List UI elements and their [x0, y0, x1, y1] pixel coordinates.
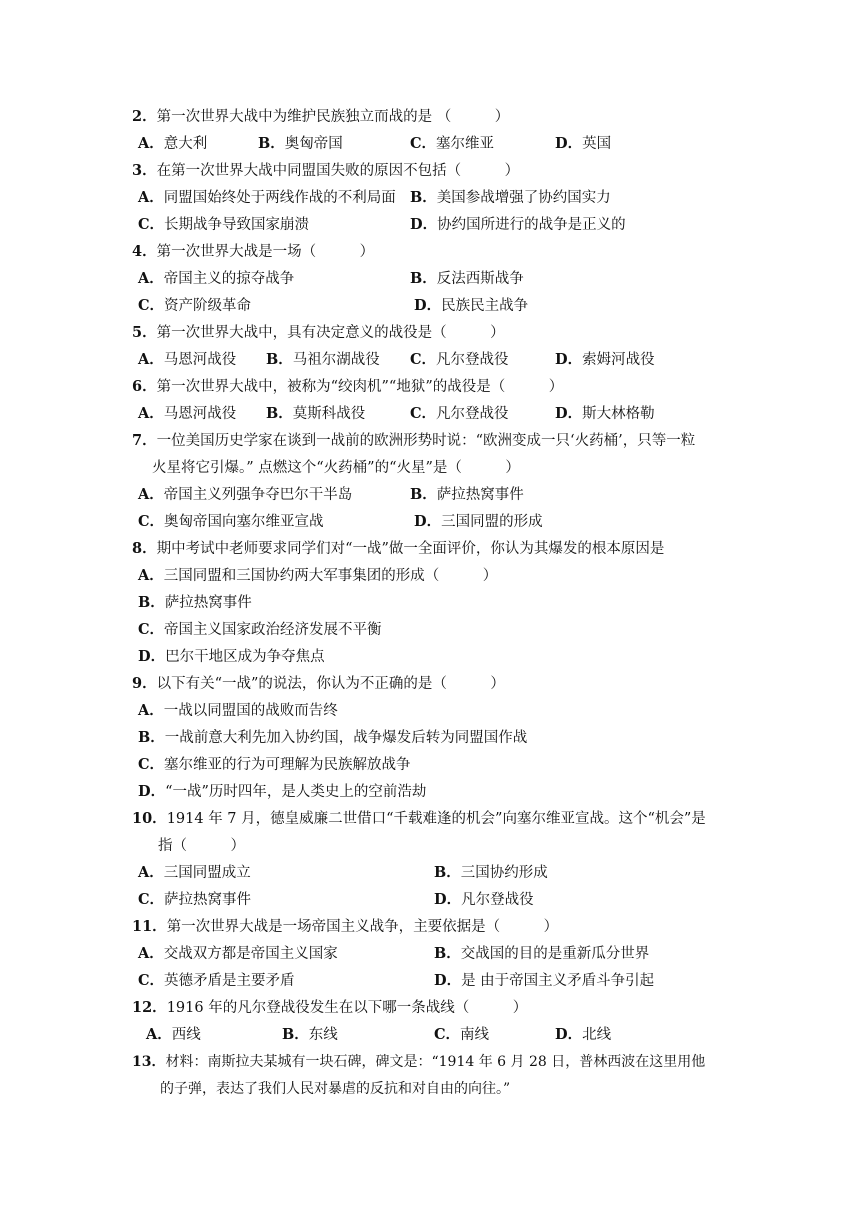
option-d: D．民族民主战争	[414, 297, 529, 314]
option-c: C．帝国主义国家政治经济发展不平衡	[138, 621, 382, 638]
question-13-stem-line2: 的子弹，表达了我们人民对暴虐的反抗和对自由的向往。”	[160, 1081, 511, 1097]
option-b: B．奥匈帝国	[258, 135, 343, 152]
question-13-stem-line1: 13．材料：南斯拉夫某城有一块石碑，碑文是：“1914 年 6 月 28 日，普林西波在这里用他	[132, 1054, 706, 1070]
question-12-stem: 12．1916 年的凡尔登战役发生在以下哪一条战线（ ）	[132, 999, 528, 1016]
option-d: D．“一战”历时四年，是人类史上的空前浩劫	[138, 783, 427, 800]
option-b: B．交战国的目的是重新瓜分世界	[434, 945, 650, 962]
option-a: A．西线	[146, 1026, 201, 1043]
option-d: D．巴尔干地区成为争夺焦点	[138, 648, 325, 665]
question-9-stem: 9．以下有关“一战”的说法，你认为不正确的是（ ）	[132, 675, 505, 692]
option-b: B．三国协约形成	[434, 864, 548, 881]
option-a: A．一战以同盟国的战败而告终	[138, 702, 338, 719]
question-3-stem: 3．在第一次世界大战中同盟国失败的原因不包括（ ）	[132, 162, 520, 179]
option-d: D．英国	[555, 135, 612, 152]
option-b: B．萨拉热窝事件	[138, 594, 252, 611]
option-b: B．东线	[282, 1026, 338, 1043]
option-d: D．凡尔登战役	[434, 891, 534, 908]
option-a: A．马恩河战役	[138, 405, 237, 422]
option-c: C．英德矛盾是主要矛盾	[138, 972, 295, 989]
option-a: A．交战双方都是帝国主义国家	[138, 945, 338, 962]
option-b: B．反法西斯战争	[410, 270, 524, 287]
option-c: C．资产阶级革命	[138, 297, 252, 314]
option-a: A．马恩河战役	[138, 351, 237, 368]
option-d: D．斯大林格勒	[555, 405, 655, 422]
option-d: D．三国同盟的形成	[414, 513, 543, 530]
question-2-stem: 2．第一次世界大战中为维护民族独立而战的是 （ ）	[132, 108, 510, 125]
option-b: B．萨拉热窝事件	[410, 486, 524, 503]
option-c: C．长期战争导致国家崩溃	[138, 216, 310, 233]
option-c: C．凡尔登战役	[410, 405, 509, 422]
option-a: A．帝国主义列强争夺巴尔干半岛	[138, 486, 353, 503]
option-a: A．帝国主义的掠夺战争	[138, 270, 295, 287]
option-c: C．萨拉热窝事件	[138, 891, 252, 908]
option-d: D．协约国所进行的战争是正义的	[410, 216, 626, 233]
option-c: C．凡尔登战役	[410, 351, 509, 368]
question-7-stem-line2: 火星将它引爆。” 点燃这个“火药桶”的“火星”是（ ）	[152, 460, 520, 476]
option-b: B．莫斯科战役	[266, 405, 366, 422]
option-a: A．三国同盟成立	[138, 864, 251, 881]
option-a: A．同盟国始终处于两线作战的不利局面	[138, 189, 396, 206]
option-c: C．奥匈帝国向塞尔维亚宣战	[138, 513, 324, 530]
option-c: C．塞尔维亚的行为可理解为民族解放战争	[138, 756, 411, 773]
question-7-stem-line1: 7．一位美国历史学家在谈到一战前的欧洲形势时说：“欧洲变成一只‘火药桶’，只等一粒	[132, 432, 696, 449]
question-10-stem-line1: 10．1914 年 7 月，德皇威廉二世借口“千载难逢的机会”向塞尔维亚宣战。这个“机会”是	[132, 810, 706, 827]
question-11-stem: 11．第一次世界大战是一场帝国主义战争，主要依据是（ ）	[132, 918, 559, 935]
option-b: B．马祖尔湖战役	[266, 351, 380, 368]
question-6-stem: 6．第一次世界大战中，被称为“绞肉机”“地狱”的战役是（ ）	[132, 378, 564, 395]
question-10-stem-line2: 指（ ）	[158, 838, 245, 854]
option-d: D．北线	[555, 1026, 612, 1043]
option-d: D．是 由于帝国主义矛盾斗争引起	[434, 972, 655, 989]
option-c: C．塞尔维亚	[410, 135, 495, 152]
option-b: B．美国参战增强了协约国实力	[410, 189, 611, 206]
option-b: B．一战前意大利先加入协约国，战争爆发后转为同盟国作战	[138, 729, 528, 746]
question-8-stem: 8．期中考试中老师要求同学们对“一战”做一全面评价，你认为其爆发的根本原因是	[132, 540, 665, 557]
question-5-stem: 5．第一次世界大战中，具有决定意义的战役是（ ）	[132, 324, 505, 341]
option-d: D．索姆河战役	[555, 351, 655, 368]
option-a: A．三国同盟和三国协约两大军事集团的形成（ ）	[138, 567, 498, 584]
question-4-stem: 4．第一次世界大战是一场（ ）	[132, 243, 375, 260]
option-a: A．意大利	[138, 135, 208, 152]
option-c: C．南线	[434, 1026, 490, 1043]
